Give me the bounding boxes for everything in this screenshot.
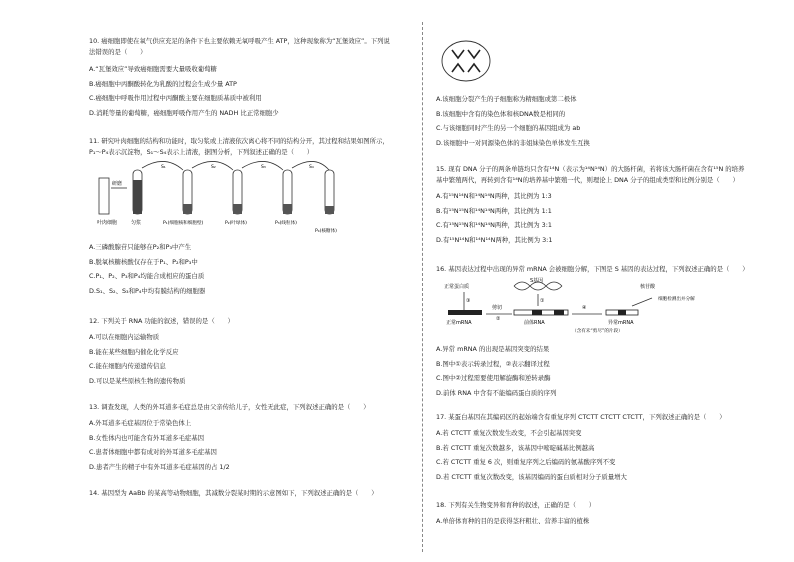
question-16 — [436, 264, 766, 275]
q13-option-a: A.外耳道多毛症基因位于常染色体上 — [89, 419, 192, 427]
q12-option-d: D.可以是某些原核生物的遗传物质 — [89, 376, 186, 385]
chromosome-1 — [452, 50, 464, 58]
step-4-label: ④ — [582, 305, 587, 311]
q15-option-d: D.有¹⁵N¹⁴N和¹⁴N¹⁴N两种，其比例为 3:1 — [436, 235, 553, 244]
gene-expression-figure — [442, 276, 742, 334]
precursor-segment-1 — [532, 310, 542, 315]
q11-option-b: B.脱氧核糖核酸仅存在于P₁、P₂和P₃中 — [89, 257, 198, 266]
q12-option-b: B.能在某些细胞内催化化学反应 — [89, 347, 179, 356]
q11-option-d: D.S₁、S₂、S₃和P₄中均有膜结构的细胞器 — [89, 286, 206, 295]
cell-outline — [442, 41, 490, 81]
normal-protein-label: 正常蛋白质 — [444, 284, 470, 290]
q10-option-c: C.癌细胞中呼吸作用过程中丙酮酸主要在细胞质基质中被利用 — [89, 94, 262, 103]
question-13 — [89, 402, 429, 474]
supernatant-s2: S₂ — [211, 165, 216, 170]
q11-option-a: A.三磷酸腺苷只能够在P₂和P₃中产生 — [89, 243, 192, 251]
q15-stem-line1: 15. 现有 DNA 分子的两条单链均只含有¹⁴N（表示为¹⁴N¹⁴N）的大肠杆菌，若将该大肠杆菌在含有¹⁵N 的培养 — [436, 165, 745, 173]
q11-option-c: C.P₁、P₂、P₃和P₄均能合成相应的蛋白质 — [89, 272, 205, 281]
q13-stem: 13. 调查发现，人类的外耳道多毛症总是由父亲传给儿子，女性无此症，下列叙述正确的是（ ） — [89, 403, 370, 411]
tube-label-p2: P₂(叶绿体) — [225, 221, 247, 226]
q14-option-b: B.该细胞中含有的染色体和核DNA数是相同的 — [436, 109, 566, 118]
q12-option-c: C.能在细胞内传递遗传信息 — [89, 362, 166, 371]
splice-label: 剪切 — [492, 305, 503, 311]
arrow-degrade — [632, 298, 652, 306]
homogenate-fill — [133, 180, 142, 214]
q17-option-c: C.若 CTCTT 重复 6 次，则重复序列之后编码的氨基酸序列不变 — [436, 458, 616, 467]
meiosis-cell-figure — [440, 38, 492, 84]
question-12 — [89, 316, 429, 388]
grind-label: 研磨 — [112, 181, 123, 187]
question-11 — [89, 136, 429, 158]
q17-option-b: B.若 CTCTT 重复次数越多，该基因中嘧啶碱基比例越高 — [436, 443, 595, 452]
q11-options — [89, 240, 429, 298]
tube-label-p1: P₁(细胞核和细胞壁) — [163, 221, 204, 226]
q10-option-d: D.消耗等量的葡萄糖，癌细胞呼吸作用产生的 NADH 比正常细胞少 — [89, 108, 279, 117]
q12-option-a: A.可以在细胞内运输物质 — [89, 333, 160, 341]
abnormal-note: （含有未“剪尽”的片段） — [572, 329, 623, 334]
question-10 — [89, 36, 429, 120]
homogenate-label: 匀浆 — [131, 220, 142, 226]
q10-option-a: A.“瓦堡效应”导致癌细胞需要大量吸收葡萄糖 — [89, 65, 217, 73]
q14-option-d: D.该细胞中一对同源染色体的非姐妹染色单体发生互换 — [436, 138, 590, 147]
question-17 — [436, 412, 766, 484]
q10-stem-line1: 10. 癌细胞即使在氧气供应充足的条件下也主要依赖无氧呼吸产生 ATP，这种现象称为“瓦堡效应”。下列说 — [89, 37, 390, 45]
nucleotide-label: 核苷酸 — [640, 284, 656, 290]
chromosome-3 — [452, 64, 464, 72]
tube-4-pellet — [325, 206, 334, 214]
q17-option-a: A.若 CTCTT 重复次数发生改变，不会引起基因突变 — [436, 429, 582, 437]
q13-option-c: C.患者体细胞中都有成对的外耳道多毛症基因 — [89, 448, 217, 457]
q15-option-b: B.有¹⁵N¹⁵N和¹⁴N¹⁴N两种，其比例为 1:1 — [436, 206, 552, 215]
q14-option-c: C.与该细胞同时产生的另一个细胞的基因组成为 ab — [436, 124, 581, 133]
q16-stem: 16. 基因表达过程中出现的异常 mRNA 会被细胞分解，下图是 S 基因的表达过程，下列叙述正确的是（ ） — [436, 265, 749, 273]
s-gene-label: S基因 — [530, 278, 544, 284]
q15-option-c: C.有¹⁵N¹⁵N和¹⁴N¹⁴N两种，其比例为 3:1 — [436, 221, 552, 230]
step-2-label: ② — [496, 316, 501, 322]
q13-option-d: D.患者产生的精子中有外耳道多毛症基因的占 1/2 — [89, 462, 230, 471]
supernatant-s4: S₄ — [309, 165, 314, 170]
q16-option-a: A.异常 mRNA 的出现是基因突变的结果 — [436, 345, 550, 353]
abnormal-mrna-label: 异常mRNA — [608, 320, 634, 326]
tube-2-pellet — [233, 204, 242, 214]
q10-stem-line2: 法错误的是（ ） — [89, 48, 147, 56]
detect-label: 细胞检测出并分解 — [658, 297, 695, 302]
q16-option-d: D.前体 RNA 中含有不能编码蛋白质的序列 — [436, 388, 557, 397]
q16-option-c: C.图中②过程需要使用解旋酶和逆转录酶 — [436, 374, 551, 383]
leaf-cells-block — [99, 178, 109, 214]
q14-stem: 14. 基因型为 AaBb 的某高等动物细胞，其减数分裂某时期的示意图如下，下列叙述正确的是（ ） — [89, 489, 378, 497]
q14-option-a: A.该细胞分裂产生的子细胞称为精细胞或第二极体 — [436, 95, 577, 103]
abnormal-segment — [618, 310, 626, 315]
tube-label-p3: P₃(线粒体) — [275, 221, 297, 226]
q17-option-d: D.若 CTCTT 重复次数改变，该基因编码的蛋白质相对分子质量增大 — [436, 472, 627, 481]
tube-1-pellet — [183, 204, 192, 214]
q14-options — [436, 92, 766, 150]
tube-3-pellet — [283, 204, 292, 214]
question-18 — [436, 500, 766, 529]
q15-option-a: A.有¹⁵N¹⁴N和¹⁴N¹⁴N两种，其比例为 1:3 — [436, 192, 552, 200]
centrifuge-figure — [97, 160, 337, 235]
normal-mrna-label: 正常mRNA — [446, 320, 472, 326]
supernatant-s1: S₁ — [161, 165, 166, 170]
normal-mrna-bar — [448, 310, 482, 315]
q11-stem-line2: P₁～P₄表示沉淀物，S₁～S₄表示上清液，据图分析，下列叙述正确的是（ ） — [89, 148, 314, 156]
chromosome-2 — [468, 50, 480, 58]
supernatant-s3: S₃ — [261, 165, 266, 170]
chromosome-4 — [468, 64, 480, 72]
q11-stem-line1: 11. 研究叶肉细胞的结构和功能时，取匀浆或上清液依次离心将不同的结构分开，其过程和结果如图所示， — [89, 137, 389, 145]
precursor-label: 前体RNA — [524, 320, 545, 326]
q10-option-b: B.癌细胞中丙酮酸转化为乳酸的过程会生成少量 ATP — [89, 79, 237, 88]
step-3-label: ③ — [466, 298, 471, 304]
step-1-label: ① — [540, 298, 545, 304]
q15-stem-line2: 基中繁殖两代，再转到含有¹⁴N的培养基中繁殖一代，则理论上 DNA 分子的组成类型和比例分别是（ ） — [436, 176, 739, 184]
q18-option-a: A.单倍体育种的目的是获得茎秆粗壮、营养丰富的植株 — [436, 517, 590, 525]
tube-label-p4: P₄(核糖体) — [315, 229, 337, 234]
q12-stem: 12. 下列关于 RNA 功能的叙述，错误的是（ ） — [89, 317, 234, 325]
q18-stem: 18. 下列有关生物变异和育种的叙述，正确的是（ ） — [436, 501, 596, 509]
precursor-segment-2 — [554, 310, 564, 315]
q13-option-b: B.女性体内也可能含有外耳道多毛症基因 — [89, 433, 205, 442]
question-15 — [436, 164, 766, 247]
leaf-label: 叶肉细胞 — [97, 220, 118, 226]
q17-stem: 17. 某蛋白基因在其编码区的起始端含有重复序列 CTCTT CTCTT CTCTT，下列叙述正确的是（ ） — [436, 413, 726, 421]
q16-option-b: B.图中①表示转录过程，②表示翻译过程 — [436, 359, 550, 368]
question-14 — [89, 488, 429, 499]
q16-options — [436, 342, 766, 400]
